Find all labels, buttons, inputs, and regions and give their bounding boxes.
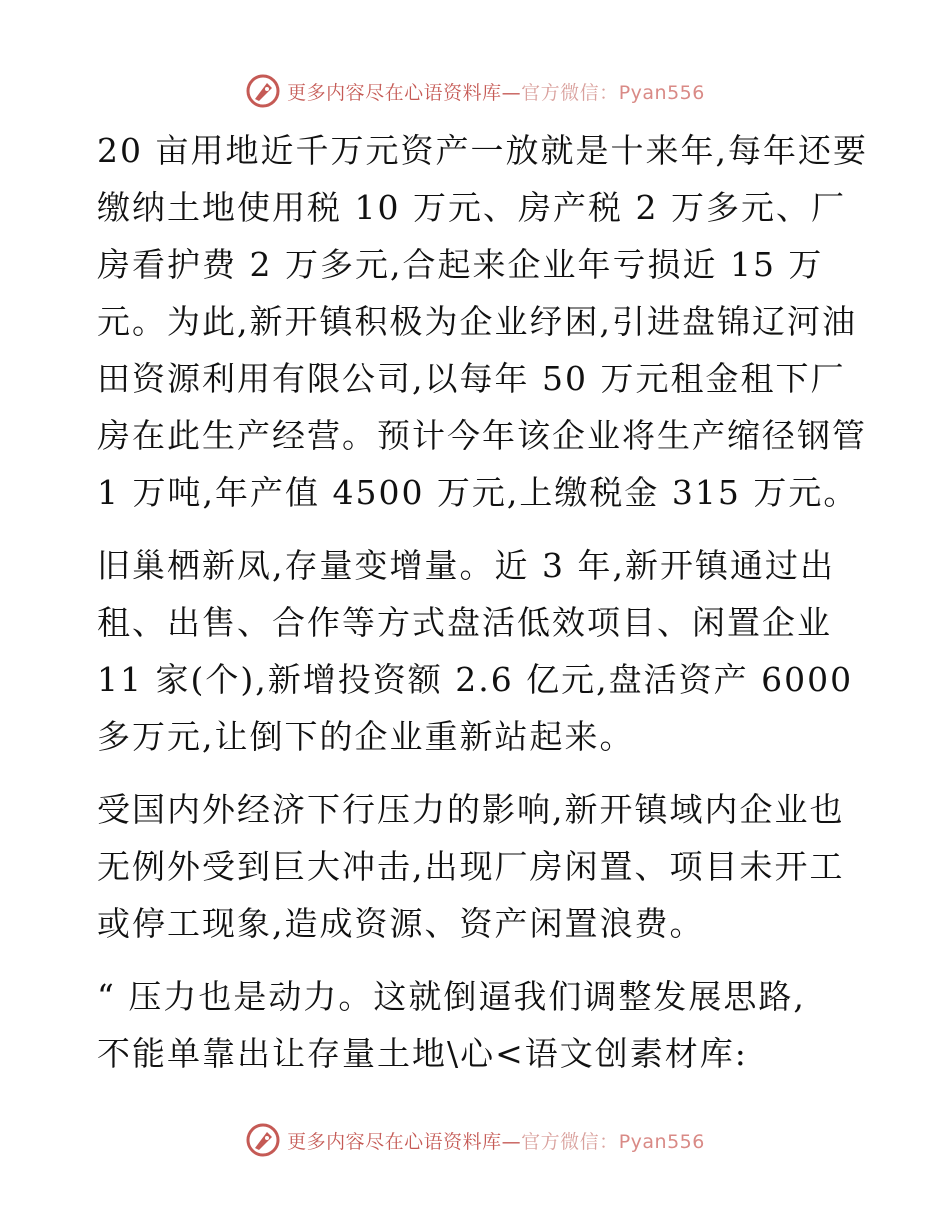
text-line: 房在此生产经营。预计今年该企业将生产缩径钢管 (97, 416, 867, 455)
watermark-wechat-id: Pyan556 (618, 81, 705, 104)
watermark-separator: — (501, 81, 522, 104)
footer-watermark (0, 1120, 950, 1160)
text-line: 旧巢栖新凤,存量变增量。近 3 年,新开镇通过出 (97, 546, 835, 585)
pen-nib-circle-icon (245, 1122, 281, 1158)
text-line: 缴纳土地使用税 10 万元、房产税 2 万多元、厂 (97, 188, 846, 227)
text-line: 租、出售、合作等方式盘活低效项目、闲置企业 (97, 603, 832, 642)
text-line: 房看护费 2 万多元,合起来企业年亏损近 15 万 (97, 245, 824, 284)
text-line: 11 家(个),新增投资额 2.6 亿元,盘活资产 6000 (97, 660, 854, 699)
paragraph-gap (97, 765, 857, 781)
text-line: 不能单靠出让存量土地\心<语文创素材库: (97, 1034, 748, 1073)
pen-nib-circle-icon (245, 73, 281, 109)
watermark-wechat-id: Pyan556 (618, 1130, 705, 1153)
header-watermark (0, 71, 950, 111)
watermark-text (287, 1127, 705, 1154)
paragraph-4 (97, 968, 857, 1082)
watermark-text (287, 78, 705, 105)
watermark-wechat-label: 官方微信： (521, 1130, 619, 1153)
text-line: 或停工现象,造成资源、资产闲置浪费。 (97, 904, 705, 943)
text-line: 受国内外经济下行压力的影响,新开镇域内企业也 (97, 790, 845, 829)
text-line: 1 万吨,年产值 4500 万元,上缴税金 315 万元。 (97, 473, 859, 512)
watermark-separator: — (501, 1130, 522, 1153)
paragraph-3 (97, 781, 857, 952)
watermark-site: 更多内容尽在心语资料库 (287, 1130, 502, 1153)
paragraph-gap (97, 952, 857, 968)
text-line: 多万元,让倒下的企业重新站起来。 (97, 717, 635, 756)
text-line: “ 压力也是动力。这就倒逼我们调整发展思路, (97, 977, 806, 1016)
paragraph-1 (97, 122, 868, 521)
watermark-site: 更多内容尽在心语资料库 (287, 81, 502, 104)
paragraph-gap (97, 521, 857, 537)
document-body (97, 122, 868, 1082)
text-line: 田资源利用有限公司,以每年 50 万元租金租下厂 (97, 359, 846, 398)
text-line: 元。为此,新开镇积极为企业纾困,引进盘锦辽河油 (97, 302, 857, 341)
text-line: 20 亩用地近千万元资产一放就是十来年,每年还要 (97, 131, 868, 170)
watermark-wechat-label: 官方微信： (521, 81, 619, 104)
paragraph-2 (97, 537, 857, 765)
text-line: 无例外受到巨大冲击,出现厂房闲置、项目未开工 (97, 847, 845, 886)
